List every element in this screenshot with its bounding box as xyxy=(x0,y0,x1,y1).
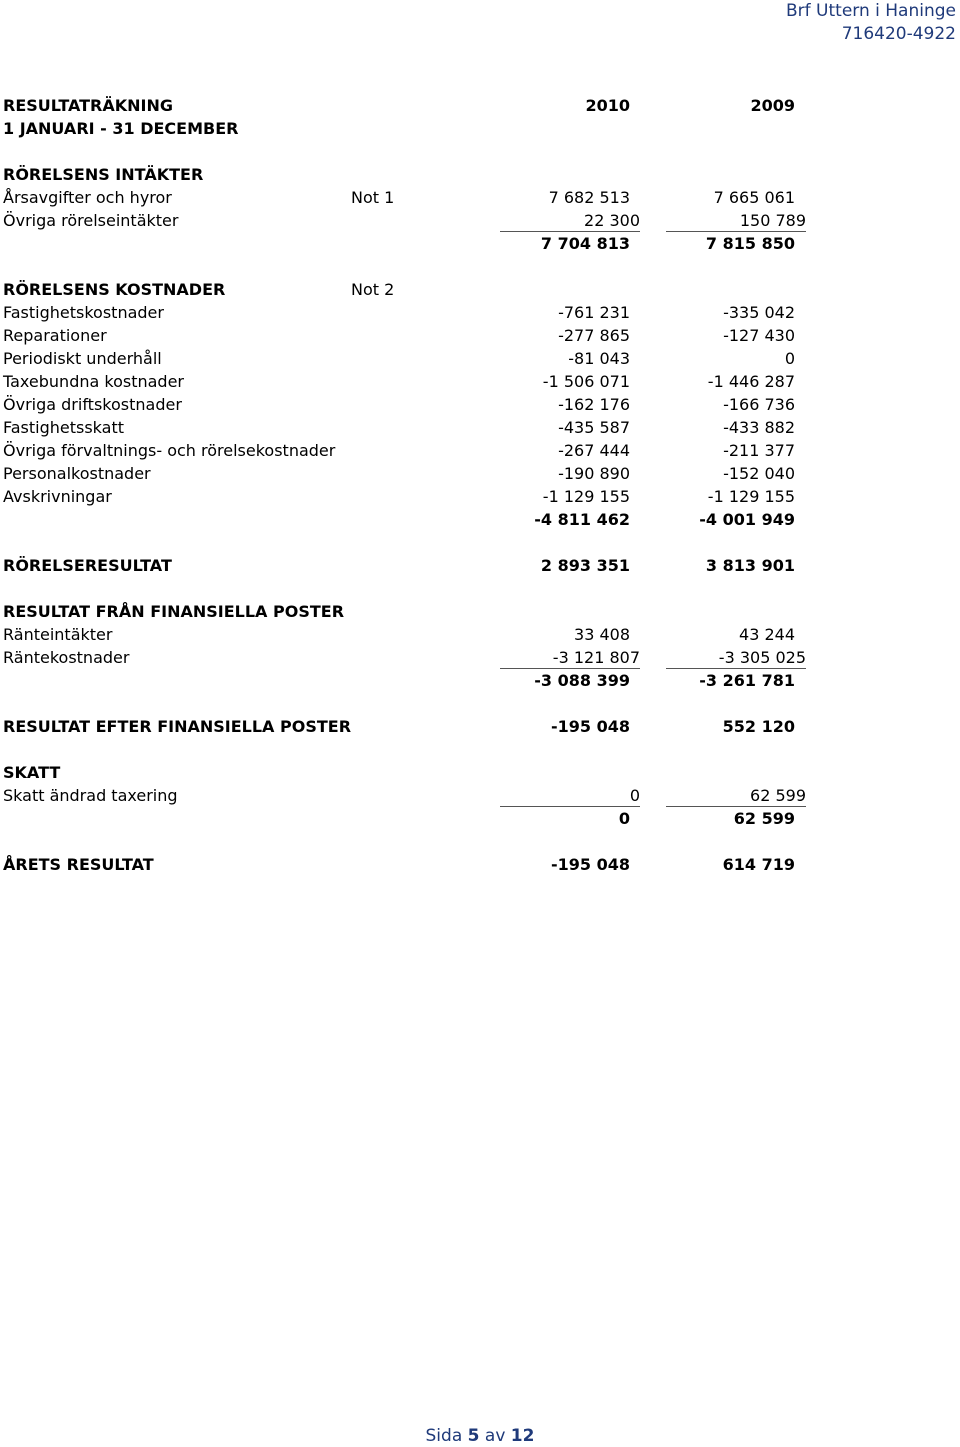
page-total: 12 xyxy=(510,1426,535,1446)
subtotal-row-tax: 0 62 599 xyxy=(618,809,795,828)
organization-number: 716420-4922 xyxy=(841,24,956,44)
table-row: Personalkostnader -190 890 -152 040 xyxy=(3,464,795,483)
table-row: Skatt ändrad taxering 0 62 599 xyxy=(3,786,806,805)
table-row: Fastighetskostnader -761 231 -335 042 xyxy=(3,303,795,322)
table-row: Årsavgifter och hyror Not 1 7 682 513 7 665 061 xyxy=(3,188,795,207)
table-row: Räntekostnader -3 121 807 -3 305 025 xyxy=(3,648,806,667)
subtotal-row-revenue: 7 704 813 7 815 850 xyxy=(540,234,795,253)
income-statement xyxy=(3,94,808,876)
note-reference: Not 1 xyxy=(351,188,395,207)
subtotal-row-financial: -3 088 399 -3 261 781 xyxy=(534,671,795,690)
table-row: Övriga driftskostnader -162 176 -166 736 xyxy=(3,395,795,414)
table-row: Reparationer -277 865 -127 430 xyxy=(3,326,795,345)
section-heading-revenue: RÖRELSENS INTÄKTER xyxy=(3,165,204,184)
table-row: Avskrivningar -1 129 155 -1 129 155 xyxy=(3,487,795,506)
note-reference: Not 2 xyxy=(351,280,395,299)
table-row: Taxebundna kostnader -1 506 071 -1 446 287 xyxy=(3,372,795,391)
subtotal-row-costs: -4 811 462 -4 001 949 xyxy=(534,510,795,529)
year-result-row: ÅRETS RESULTAT -195 048 614 719 xyxy=(3,855,795,874)
page-label: Sida xyxy=(425,1426,463,1446)
section-heading-financial: RESULTAT FRÅN FINANSIELLA POSTER xyxy=(3,602,345,621)
table-row: Ränteintäkter 33 408 43 244 xyxy=(3,625,795,644)
page-of-label: av xyxy=(484,1426,506,1446)
section-heading-tax: SKATT xyxy=(3,763,61,782)
page-footer xyxy=(0,1425,960,1447)
page-header xyxy=(786,0,956,46)
section-heading-costs: RÖRELSENS KOSTNADER Not 2 xyxy=(3,280,395,299)
statement-title-row xyxy=(3,94,808,117)
statement-period: 1 JANUARI - 31 DECEMBER xyxy=(3,119,239,138)
statement-period-row xyxy=(3,117,808,140)
organization-name: Brf Uttern i Haninge xyxy=(786,1,956,21)
year-previous: 2009 xyxy=(750,96,795,115)
result-after-financial-row: RESULTAT EFTER FINANSIELLA POSTER -195 048 552 120 xyxy=(3,717,795,736)
page-number: 5 xyxy=(467,1426,480,1446)
table-row: Periodiskt underhåll -81 043 0 xyxy=(3,349,795,368)
statement-title: RESULTATRÄKNING xyxy=(3,96,174,115)
table-row: Övriga rörelseintäkter 22 300 150 789 xyxy=(3,211,806,230)
table-row: Fastighetsskatt -435 587 -433 882 xyxy=(3,418,795,437)
operating-result-row: RÖRELSERESULTAT 2 893 351 3 813 901 xyxy=(3,556,795,575)
table-row: Övriga förvaltnings- och rörelsekostnader -267 444 -211 377 xyxy=(3,441,795,460)
year-current: 2010 xyxy=(585,96,630,115)
